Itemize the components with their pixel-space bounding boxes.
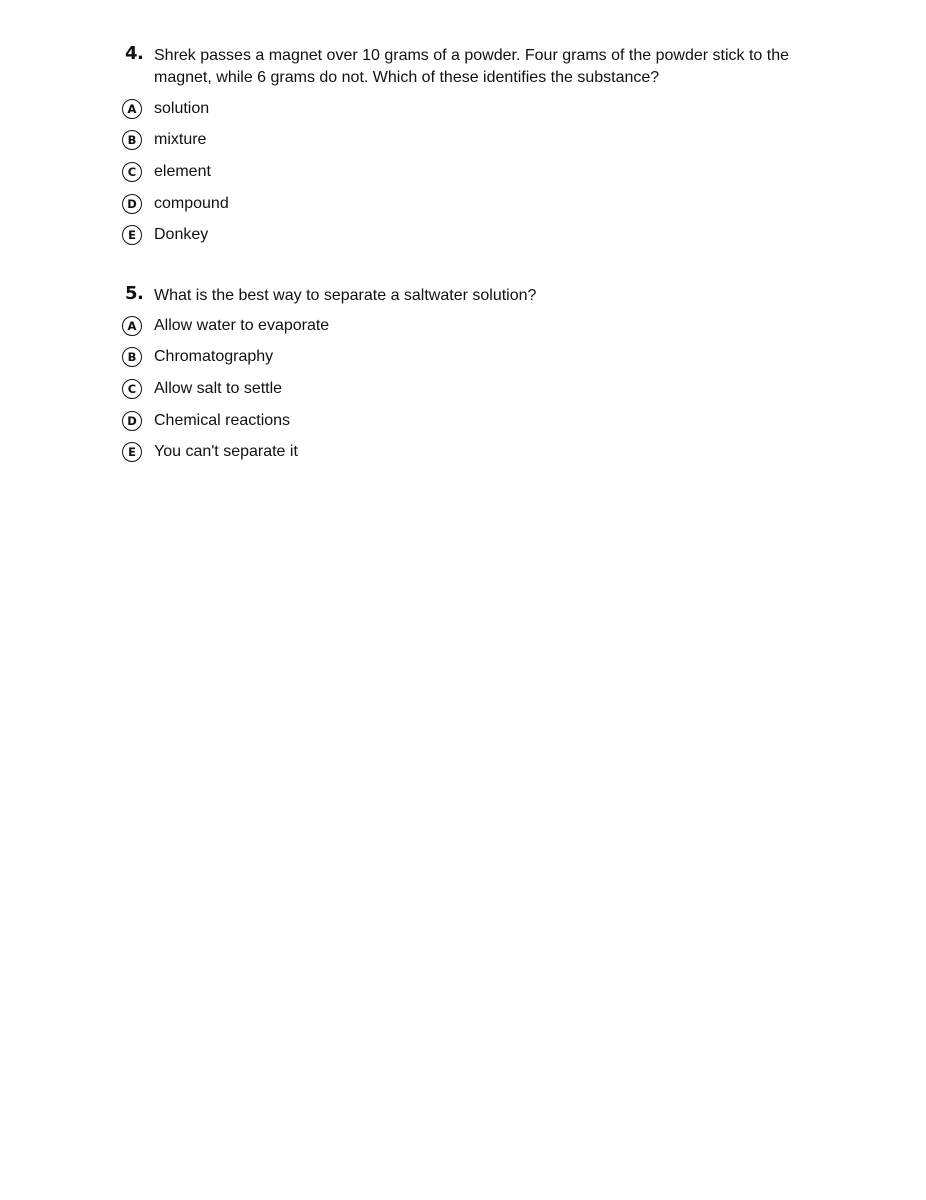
answer-bubble-icon[interactable]: A [122, 316, 142, 336]
answer-options [121, 310, 811, 468]
question-stem [121, 285, 811, 307]
option-e[interactable] [121, 436, 811, 468]
answer-bubble-icon[interactable]: C [122, 379, 142, 399]
option-d[interactable] [121, 405, 811, 437]
answer-bubble-icon[interactable]: B [122, 130, 142, 150]
option-text: Chemical reactions [154, 411, 291, 429]
option-text: mixture [154, 131, 207, 149]
question-text: Shrek passes a magnet over 10 grams of a powder. Four grams of the powder stick to the magnet, while 6 grams do not. Which of these identifies the substance? [154, 47, 789, 86]
answer-bubble-icon[interactable]: E [122, 225, 142, 245]
question-5 [121, 285, 811, 468]
option-text: Allow water to evaporate [154, 316, 330, 334]
option-text: You can't separate it [154, 443, 298, 461]
answer-bubble-icon[interactable]: B [122, 347, 142, 367]
option-d[interactable] [121, 188, 811, 220]
answer-bubble-icon[interactable]: D [122, 194, 142, 214]
option-text: element [154, 162, 211, 180]
question-4 [121, 45, 811, 251]
option-text: solution [154, 99, 210, 117]
option-c[interactable] [121, 156, 811, 188]
answer-bubble-icon[interactable]: E [122, 442, 142, 462]
question-text: What is the best way to separate a saltwater solution? [154, 287, 537, 304]
option-text: Chromatography [154, 348, 274, 366]
option-e[interactable] [121, 219, 811, 251]
option-text: compound [154, 194, 229, 212]
option-a[interactable] [121, 310, 811, 342]
option-b[interactable] [121, 342, 811, 374]
question-number: 5. [125, 283, 144, 304]
option-a[interactable] [121, 93, 811, 125]
answer-options [121, 93, 811, 251]
option-c[interactable] [121, 373, 811, 405]
option-text: Allow salt to settle [154, 379, 283, 397]
answer-bubble-icon[interactable]: D [122, 411, 142, 431]
option-b[interactable] [121, 125, 811, 157]
answer-bubble-icon[interactable]: C [122, 162, 142, 182]
question-stem [121, 45, 811, 89]
answer-bubble-icon[interactable]: A [122, 99, 142, 119]
option-text: Donkey [154, 226, 209, 244]
question-number: 4. [125, 43, 144, 64]
